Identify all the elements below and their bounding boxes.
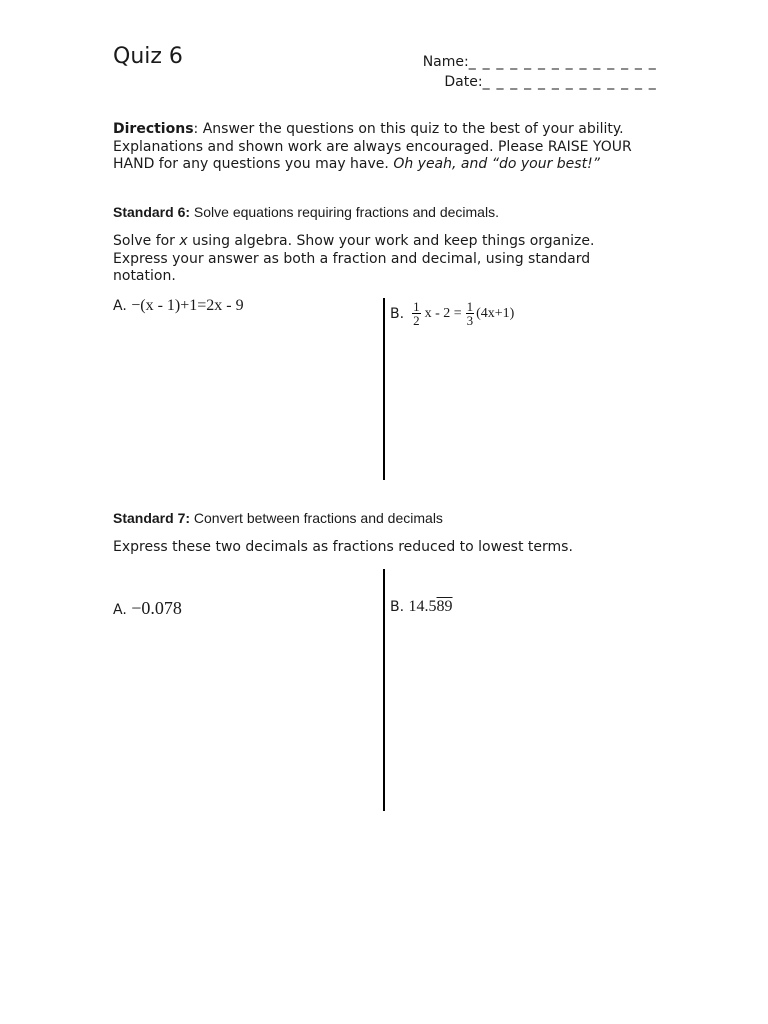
name-label: Name: xyxy=(422,54,469,70)
divider-line xyxy=(383,569,385,811)
problem-6a xyxy=(113,297,244,315)
problem-6b-label: B. xyxy=(390,305,405,322)
standard-6-description: Solve equations requiring fractions and decimals. xyxy=(190,204,499,220)
name-field[interactable] xyxy=(423,52,657,72)
date-label: Date: xyxy=(444,74,483,90)
problem-6a-label: A. xyxy=(113,298,127,314)
fraction-one-third xyxy=(466,300,475,327)
directions-text: : Answer the questions on this quiz to the best of your ability. Explanations and shown work are always encouraged. Please RAISE YOUR HAND for any questions you may have. xyxy=(113,121,632,172)
fraction-denominator: 2 xyxy=(413,313,420,328)
standard-6-instructions xyxy=(113,233,653,286)
instr-variable: x xyxy=(179,233,188,249)
standard-7-instructions: Express these two decimals as fractions reduced to lowest terms. xyxy=(113,539,573,555)
problem-7a-expression: −0.078 xyxy=(131,598,182,618)
problem-6b-middle: x - 2 = xyxy=(424,305,462,321)
instr-text-end: using algebra. Show your work and keep things organize. Express your answer as both a fraction and decimal, using standard notation. xyxy=(113,233,595,284)
name-blank[interactable]: _ _ _ _ _ _ _ _ _ _ _ _ _ _ xyxy=(468,54,657,70)
date-blank[interactable]: _ _ _ _ _ _ _ _ _ _ _ _ _ xyxy=(482,74,657,90)
standard-6-label: Standard 6: xyxy=(113,204,191,220)
problem-6a-expression: −(x - 1)+1=2x - 9 xyxy=(131,297,244,314)
problem-7b-expression xyxy=(409,598,453,615)
directions-label: Directions xyxy=(113,121,194,137)
page-title: Quiz 6 xyxy=(113,44,183,69)
fraction-denominator: 3 xyxy=(466,313,474,328)
divider-line xyxy=(383,298,385,480)
standard-7-heading xyxy=(113,510,443,526)
problem-7b-label: B. xyxy=(390,599,405,615)
fraction-one-half xyxy=(412,300,421,327)
problem-6b xyxy=(390,300,514,327)
repeating-digits: 89 xyxy=(436,598,453,615)
standard-6-heading xyxy=(113,204,499,220)
decimal-main: 14.5 xyxy=(408,598,437,615)
date-field[interactable] xyxy=(423,72,657,92)
problem-6b-end: (4x+1) xyxy=(476,305,515,321)
fraction-numerator: 1 xyxy=(413,299,420,314)
problem-7a-label: A. xyxy=(113,602,127,618)
instr-text: Solve for xyxy=(113,233,180,249)
header-fields xyxy=(423,52,657,92)
directions-italic: Oh yeah, and “do your best!” xyxy=(393,156,600,172)
problem-7a xyxy=(113,598,182,619)
standard-7-label: Standard 7: xyxy=(113,510,191,526)
standard-7-description: Convert between fractions and decimals xyxy=(190,510,443,526)
directions xyxy=(113,121,658,174)
fraction-numerator: 1 xyxy=(466,299,474,314)
problem-7b xyxy=(390,598,453,616)
